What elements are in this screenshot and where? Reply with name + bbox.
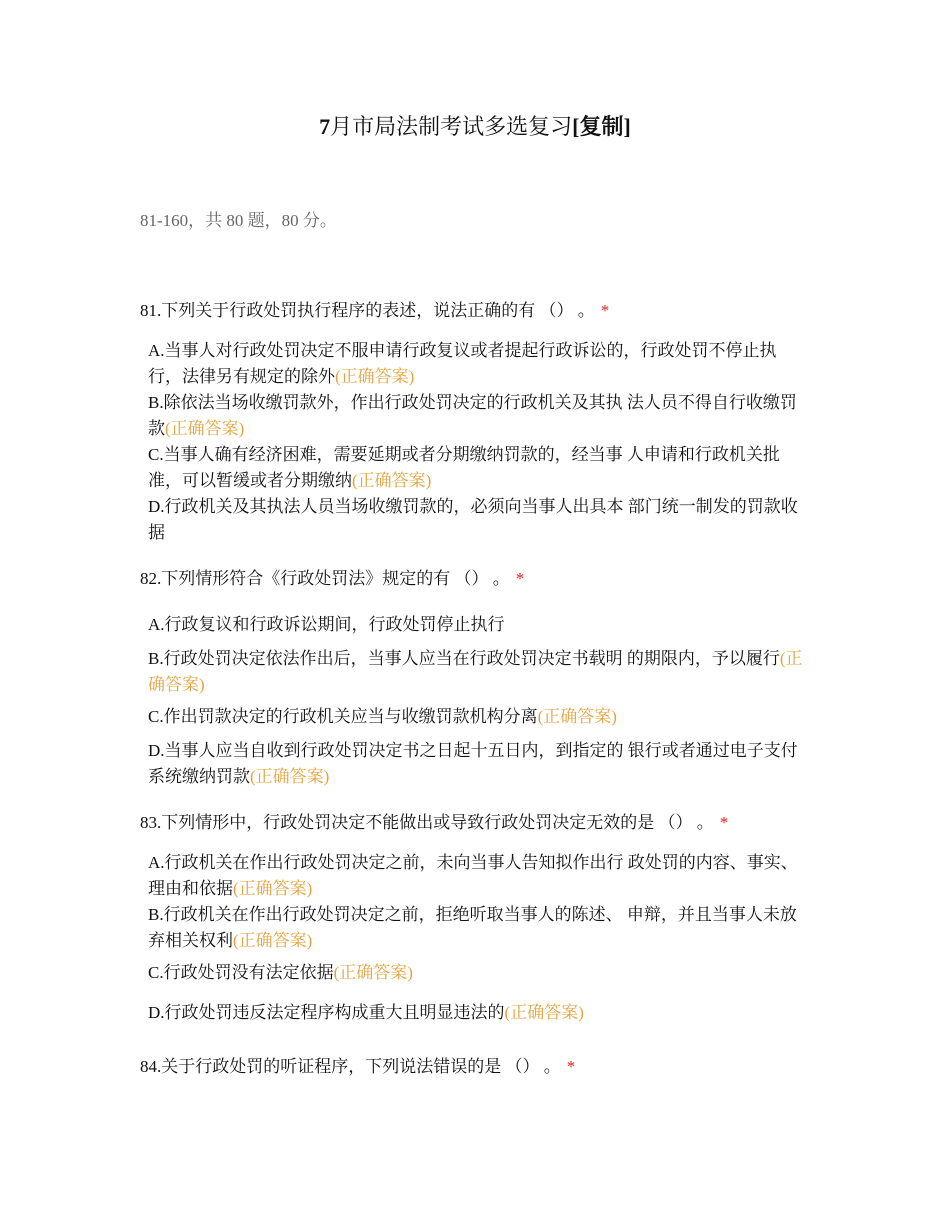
correct-answer-label: (正确答案) — [352, 471, 432, 490]
option-82-b: B.行政处罚决定依法作出后，当事人应当在行政处罚决定书载明 的期限内，予以履行(正确答案) — [148, 649, 803, 694]
correct-answer-label: (正确答案) — [165, 419, 245, 438]
correct-answer-label: (正确答案) — [250, 767, 330, 786]
option-83-c: C.行政处罚没有法定依据(正确答案) — [148, 963, 413, 982]
correct-answer-label: (正确答案) — [233, 931, 313, 950]
question-82 — [140, 566, 820, 592]
required-mark: * — [515, 569, 525, 588]
question-83 — [140, 810, 820, 836]
correct-answer-label: (正确答案) — [335, 367, 415, 386]
question-84 — [140, 1054, 820, 1080]
option-83-b: B.行政机关在作出行政处罚决定之前，拒绝听取当事人的陈述、 申辩，并且当事人未放弃相关权利(正确答案) — [148, 905, 797, 950]
question-text: 81.下列关于行政处罚执行程序的表述，说法正确的有 （） 。 — [140, 301, 595, 320]
page-title — [0, 112, 950, 142]
option-81-b: B.除依法当场收缴罚款外，作出行政处罚决定的行政机关及其执 法人员不得自行收缴罚款(正确答案) — [148, 393, 797, 438]
option-82-c: C.作出罚款决定的行政机关应当与收缴罚款机构分离(正确答案) — [148, 707, 617, 726]
option-82-a: A.行政复议和行政诉讼期间，行政处罚停止执行 — [148, 615, 505, 634]
option-82-d: D.当事人应当自收到行政处罚决定书之日起十五日内，到指定的 银行或者通过电子支付系统缴纳罚款(正确答案) — [148, 741, 798, 786]
correct-answer-label: (正确答案) — [504, 1003, 584, 1022]
required-mark: * — [600, 301, 610, 320]
option-81-a: A.当事人对行政处罚决定不服申请行政复议或者提起行政诉讼的，行政处罚不停止执行，法律另有规定的除外(正确答案) — [148, 341, 777, 386]
question-text: 82.下列情形符合《行政处罚法》规定的有 （） 。 — [140, 569, 510, 588]
correct-answer-label: (正确答案) — [233, 879, 313, 898]
option-83-a: A.行政机关在作出行政处罚决定之前，未向当事人告知拟作出行 政处罚的内容、事实、理由和依据(正确答案) — [148, 853, 798, 898]
required-mark: * — [719, 813, 729, 832]
title-copy-tag: [复制] — [572, 114, 631, 139]
option-81-c: C.当事人确有经济困难，需要延期或者分期缴纳罚款的，经当事 人申请和行政机关批准，可以暂缓或者分期缴纳(正确答案) — [148, 445, 780, 490]
question-81 — [140, 298, 820, 324]
required-mark: * — [566, 1057, 576, 1076]
option-81-d: D.行政机关及其执法人员当场收缴罚款的，必须向当事人出具本 部门统一制发的罚款收据 — [148, 497, 798, 542]
title-number: 7 — [319, 114, 331, 139]
question-text: 84.关于行政处罚的听证程序，下列说法错误的是 （） 。 — [140, 1057, 561, 1076]
option-83-d: D.行政处罚违反法定程序构成重大且明显违法的(正确答案) — [148, 1003, 584, 1022]
correct-answer-label: (正确答案) — [333, 963, 413, 982]
question-text: 83.下列情形中，行政处罚决定不能做出或导致行政处罚决定无效的是 （） 。 — [140, 813, 714, 832]
correct-answer-label: (正确答案) — [537, 707, 617, 726]
title-text: 月市局法制考试多选复习 — [330, 114, 573, 139]
correct-answer-label: (正确答案) — [148, 649, 803, 694]
quiz-summary: 81-160，共 80 题，80 分。 — [140, 211, 337, 230]
